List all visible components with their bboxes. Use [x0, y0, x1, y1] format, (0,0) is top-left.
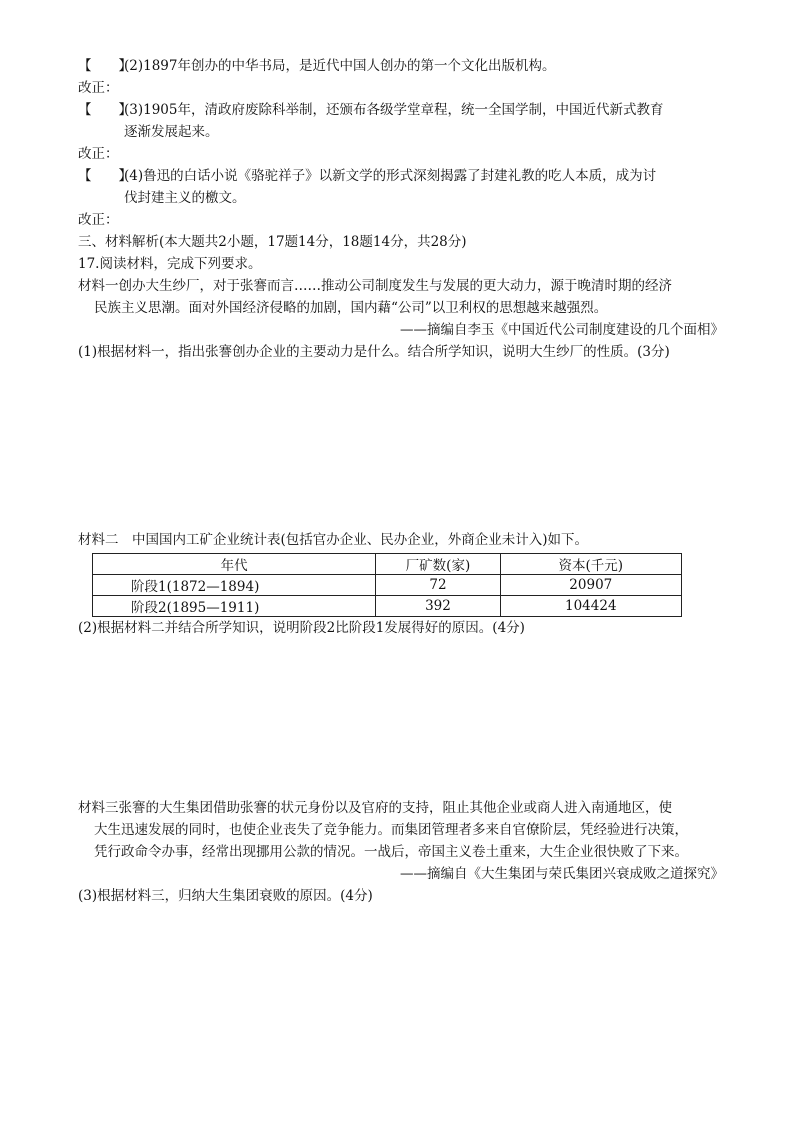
answer-space-3[interactable] — [78, 907, 724, 1065]
table-header-cell: 资本(千元) — [500, 554, 681, 575]
material-text: 材料一创办大生纱厂，对于张謇而言……推动公司制度发生与发展的更大动力，源于晚清时期的经济 — [78, 278, 672, 294]
material-1 — [78, 275, 724, 341]
judge-statement: (4)鲁迅的白话小说《骆驼祥子》以新文学的形式深刻揭露了封建礼教的吃人本质，成为讨 — [124, 168, 657, 184]
material-2 — [78, 529, 724, 617]
material-caption: 材料二 中国国内工矿企业统计表(包括官办企业、民办企业，外商企业未计入)如下。 — [78, 532, 589, 548]
correction-label[interactable]: 改正： — [78, 80, 119, 96]
table-cell: 阶段2(1895—1911) — [93, 596, 376, 617]
judge-statement: (2)1897年创办的中华书局，是近代中国人创办的第一个文化出版机构。 — [124, 58, 556, 74]
exam-page — [78, 55, 724, 1065]
correction-label[interactable]: 改正： — [78, 212, 119, 228]
sub-question-1: (1)根据材料一，指出张謇创办企业的主要动力是什么。结合所学知识，说明大生纱厂的性质。(3分) — [78, 344, 670, 360]
material-text: 材料三张謇的大生集团借助张謇的状元身份以及官府的支持，阻止其他企业或商人进入南通地区，使 — [78, 800, 672, 816]
material-text: 民族主义思潮。面对外国经济侵略的加剧，国内藉“公司”以卫利权的思想越来越强烈。 — [94, 300, 608, 316]
judge-statement-continued: 伐封建主义的檄文。 — [124, 190, 246, 206]
table-row — [93, 575, 682, 596]
table-cell: 20907 — [500, 575, 681, 596]
answer-bracket[interactable]: 【 】 — [78, 168, 132, 184]
correction-label[interactable]: 改正： — [78, 146, 119, 162]
answer-bracket[interactable]: 【 】 — [78, 58, 132, 74]
table-header-row — [93, 554, 682, 575]
judge-statement-continued: 逐渐发展起来。 — [124, 124, 219, 140]
sub-question-2: (2)根据材料二并结合所学知识，说明阶段2比阶段1发展得好的原因。(4分) — [78, 620, 525, 636]
section-heading: 三、材料解析(本大题共2小题，17题14分，18题14分，共28分) — [78, 234, 467, 250]
material-source: ——摘编自李玉《中国近代公司制度建设的几个面相》 — [400, 322, 724, 338]
judge-item-3 — [78, 99, 724, 165]
judge-statement: (3)1905年，清政府废除科举制，还颁布各级学堂章程，统一全国学制，中国近代新式教育 — [124, 102, 664, 118]
material-text: 大生迅速发展的同时，也使企业丧失了竞争能力。而集团管理者多来自官僚阶层，凭经验进行决策， — [94, 822, 688, 838]
material-source: ——摘编自《大生集团与荣氏集团兴衰成败之道探究》 — [400, 866, 724, 882]
answer-bracket[interactable]: 【 】 — [78, 102, 132, 118]
table-row — [93, 596, 682, 617]
judge-item-2 — [78, 55, 724, 99]
table-header-cell: 年代 — [93, 554, 376, 575]
question-intro: 17.阅读材料，完成下列要求。 — [78, 256, 262, 272]
table-cell: 72 — [376, 575, 500, 596]
table-cell: 392 — [376, 596, 500, 617]
table-header-cell: 厂矿数(家) — [376, 554, 500, 575]
answer-space-2[interactable] — [78, 639, 724, 797]
answer-space-1[interactable] — [78, 363, 724, 529]
material-3 — [78, 797, 724, 885]
enterprise-stats-table — [92, 553, 682, 617]
table-cell: 阶段1(1872—1894) — [93, 575, 376, 596]
sub-question-3: (3)根据材料三，归纳大生集团衰败的原因。(4分) — [78, 888, 373, 904]
table-cell: 104424 — [500, 596, 681, 617]
material-text: 凭行政命令办事，经常出现挪用公款的情况。一战后，帝国主义卷土重来，大生企业很快败了下来。 — [94, 844, 688, 860]
judge-item-4 — [78, 165, 724, 231]
